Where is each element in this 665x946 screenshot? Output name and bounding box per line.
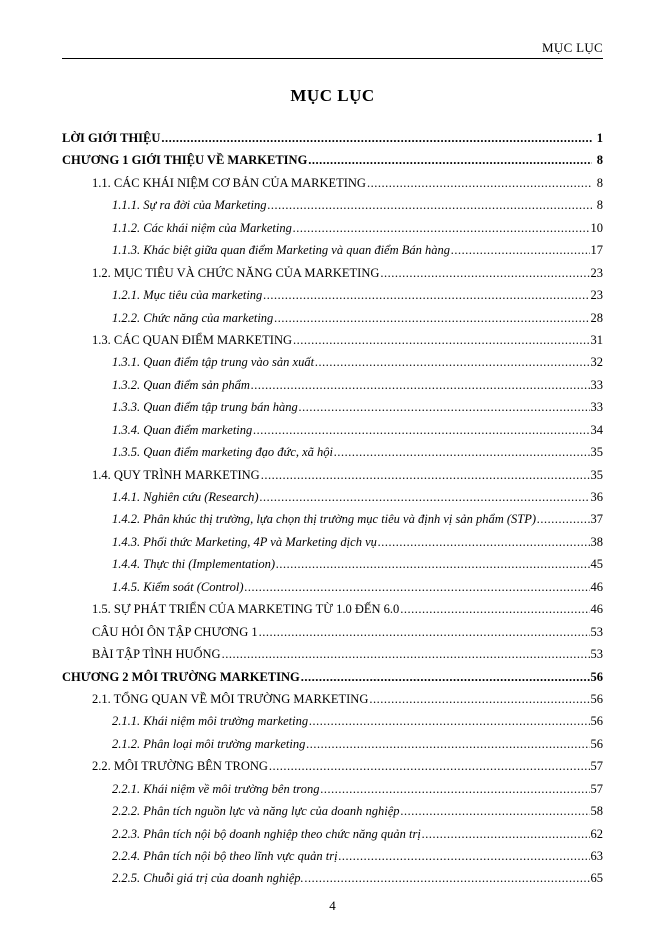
toc-entry-label: 1.4.2. Phân khúc thị trường, lựa chọn thị trường mục tiêu và định vị sản phẩm (STP): [112, 512, 537, 527]
dot-leader: [451, 243, 589, 258]
toc-entry-page: 46: [590, 579, 603, 594]
toc-entry-page: 33: [590, 377, 603, 392]
toc-entry[interactable]: [62, 849, 603, 871]
toc-entry-label: 2.2.1. Khái niệm về môi trường bên trong: [112, 781, 320, 796]
toc-entry-page: 45: [590, 557, 603, 572]
toc-entry[interactable]: [62, 378, 603, 400]
toc-entry[interactable]: [62, 580, 603, 602]
toc-entry-page: 23: [590, 288, 603, 303]
dot-leader: [422, 827, 590, 842]
toc-entry[interactable]: [62, 647, 603, 669]
toc-entry-page: 57: [590, 781, 603, 796]
dot-leader: [537, 512, 589, 527]
toc-entry[interactable]: [62, 557, 603, 579]
toc-entry[interactable]: [62, 445, 603, 467]
toc-entry[interactable]: [62, 266, 603, 288]
toc-entry[interactable]: [62, 198, 603, 220]
toc-entry-label: 2.2. MÔI TRƯỜNG BÊN TRONG: [92, 759, 268, 774]
dot-leader: [380, 266, 589, 281]
dot-leader: [367, 176, 592, 191]
toc-entry-page: 63: [590, 849, 603, 863]
toc-entry-page: 8: [596, 175, 603, 190]
toc-entry-label: 1.1.1. Sự ra đời của Marketing: [112, 198, 267, 213]
toc-entry-label: 1.3.5. Quan điểm marketing đạo đức, xã hội: [112, 445, 334, 460]
toc-entry-page: 38: [590, 534, 603, 549]
dot-leader: [161, 131, 592, 146]
toc-entry[interactable]: [62, 423, 603, 445]
toc-entry-label: 1.3. CÁC QUAN ĐIỂM MARKETING: [92, 332, 292, 347]
dot-leader: [301, 670, 590, 685]
toc-entry-label: 1.2.2. Chức năng của marketing: [112, 310, 274, 325]
toc-entry-label: LỜI GIỚI THIỆU: [62, 131, 161, 145]
header-rule: [62, 58, 603, 59]
toc-entry-page: 36: [590, 490, 603, 504]
toc-entry-label: 2.2.2. Phân tích nguồn lực và năng lực của doanh nghiệp: [112, 804, 400, 819]
page-number: 4: [329, 898, 336, 913]
dot-leader: [369, 692, 589, 707]
toc-entry-page: 57: [590, 759, 603, 774]
dot-leader: [276, 557, 589, 572]
dot-leader: [222, 647, 590, 662]
toc-entry-page: 33: [590, 400, 603, 415]
toc-entry[interactable]: [62, 782, 603, 804]
toc-entry-page: 17: [590, 243, 603, 258]
toc-entry-label: 1.5. SỰ PHÁT TRIỂN CỦA MARKETING TỪ 1.0 ĐẾN 6.0: [92, 602, 400, 617]
toc-entry[interactable]: [62, 602, 603, 624]
toc-entry-label: 1.1.3. Khác biệt giữa quan điểm Marketing và quan điểm Bán hàng: [112, 243, 451, 258]
dot-leader: [306, 737, 589, 752]
toc-entry[interactable]: [62, 355, 603, 377]
toc-entry-label: 1.4. QUY TRÌNH MARKETING: [92, 467, 260, 482]
toc-entry[interactable]: [62, 221, 603, 243]
toc-entry-label: 1.4.1. Nghiên cứu (Research): [112, 490, 259, 504]
toc-entry[interactable]: [62, 670, 603, 692]
toc-entry-page: 34: [590, 422, 603, 437]
toc-entry-label: 1.4.5. Kiểm soát (Control): [112, 579, 244, 594]
dot-leader: [293, 221, 590, 236]
toc-entry-label: 2.2.5. Chuỗi giá trị của doanh nghiệp.: [112, 871, 304, 886]
dot-leader: [334, 445, 589, 460]
toc-entry[interactable]: [62, 804, 603, 826]
toc-entry-label: 1.3.2. Quan điểm sản phẩm: [112, 377, 250, 392]
dot-leader: [261, 468, 590, 483]
toc-entry-page: 8: [596, 153, 603, 168]
toc-entry-page: 35: [590, 445, 603, 460]
toc-entry[interactable]: [62, 871, 603, 893]
toc-entry-label: 1.2.1. Mục tiêu của marketing: [112, 288, 263, 303]
toc-entry-page: 53: [590, 624, 603, 639]
dot-leader: [259, 625, 590, 640]
toc-entry-label: 2.1. TỔNG QUAN VỀ MÔI TRƯỜNG MARKETING: [92, 691, 369, 706]
dot-leader: [253, 423, 589, 438]
toc-entry-page: 8: [596, 198, 603, 213]
toc-entry-label: 2.1.1. Khái niệm môi trường marketing: [112, 714, 309, 729]
toc-entry[interactable]: [62, 490, 603, 512]
toc-entry[interactable]: [62, 827, 603, 849]
dot-leader: [274, 311, 589, 326]
dot-leader: [293, 333, 590, 348]
dot-leader: [299, 400, 590, 415]
dot-leader: [308, 153, 592, 168]
toc-entry-label: 1.4.3. Phối thức Marketing, 4P và Marketing dịch vụ: [112, 534, 377, 549]
toc-entry-page: 10: [590, 220, 603, 235]
dot-leader: [244, 580, 589, 595]
dot-leader: [267, 198, 592, 213]
toc-entry[interactable]: [62, 288, 603, 310]
toc-entry-page: 1: [596, 131, 603, 145]
toc-entry[interactable]: [62, 153, 603, 175]
toc-entry-page: 53: [590, 647, 603, 662]
dot-leader: [305, 871, 590, 886]
toc-entry[interactable]: [62, 243, 603, 265]
toc-entry[interactable]: [62, 311, 603, 333]
toc-entry-label: 1.3.1. Quan điểm tập trung vào sản xuất: [112, 355, 315, 370]
toc-entry-page: 32: [590, 355, 603, 370]
toc-entry[interactable]: [62, 692, 603, 714]
toc-entry[interactable]: [62, 131, 603, 153]
toc-entry-page: 62: [590, 826, 603, 841]
toc-entry-label: 2.1.2. Phân loại môi trường marketing: [112, 736, 306, 751]
page-title: MỤC LỤC: [290, 86, 375, 105]
toc-entry-label: 1.3.4. Quan điểm marketing: [112, 422, 253, 437]
dot-leader: [263, 288, 589, 303]
toc-entry-page: 58: [590, 804, 603, 819]
toc-entry-page: 31: [590, 332, 603, 347]
toc-entry-label: 1.4.4. Thực thi (Implementation): [112, 557, 276, 572]
dot-leader: [251, 378, 590, 393]
dot-leader: [339, 849, 590, 864]
toc-entry-label: CHƯƠNG 2 MÔI TRƯỜNG MARKETING: [62, 669, 300, 684]
toc-entry[interactable]: [62, 714, 603, 736]
toc-entry-label: CÂU HỎI ÔN TẬP CHƯƠNG 1: [92, 624, 258, 639]
running-header: MỤC LỤC: [542, 40, 603, 55]
table-of-contents: [62, 131, 603, 894]
toc-entry-label: BÀI TẬP TÌNH HUỐNG: [92, 647, 221, 662]
toc-entry-page: 46: [590, 602, 603, 617]
toc-entry-page: 56: [590, 714, 603, 729]
toc-entry[interactable]: [62, 176, 603, 198]
toc-entry-page: 65: [590, 871, 603, 886]
toc-entry-label: 1.2. MỤC TIÊU VÀ CHỨC NĂNG CỦA MARKETING: [92, 265, 380, 280]
toc-entry-label: 1.3.3. Quan điểm tập trung bán hàng: [112, 400, 298, 415]
dot-leader: [269, 759, 590, 774]
dot-leader: [320, 782, 589, 797]
toc-entry-page: 35: [590, 467, 603, 482]
toc-entry-label: 1.1. CÁC KHÁI NIỆM CƠ BẢN CỦA MARKETING: [92, 175, 366, 190]
toc-entry-label: 2.2.4. Phân tích nội bộ theo lĩnh vực quản trị: [112, 849, 338, 863]
toc-entry[interactable]: [62, 400, 603, 422]
toc-entry[interactable]: [62, 737, 603, 759]
dot-leader: [260, 490, 590, 505]
toc-entry[interactable]: [62, 535, 603, 557]
toc-entry[interactable]: [62, 333, 603, 355]
dot-leader: [309, 714, 589, 729]
toc-entry-page: 28: [590, 310, 603, 325]
toc-entry[interactable]: [62, 468, 603, 490]
toc-entry-page: 23: [590, 265, 603, 280]
dot-leader: [400, 602, 589, 617]
toc-entry-page: 37: [590, 512, 603, 527]
toc-entry-page: 56: [590, 736, 603, 751]
toc-entry-label: 1.1.2. Các khái niệm của Marketing: [112, 220, 292, 235]
dot-leader: [401, 804, 590, 819]
toc-entry[interactable]: [62, 759, 603, 781]
dot-leader: [315, 355, 589, 370]
toc-entry[interactable]: [62, 512, 603, 534]
dot-leader: [378, 535, 590, 550]
toc-entry[interactable]: [62, 625, 603, 647]
toc-entry-page: 56: [590, 691, 603, 706]
toc-entry-label: 2.2.3. Phân tích nội bộ doanh nghiệp theo chức năng quản trị: [112, 826, 421, 841]
toc-entry-label: CHƯƠNG 1 GIỚI THIỆU VỀ MARKETING: [62, 153, 308, 168]
toc-entry-page: 56: [590, 669, 603, 684]
